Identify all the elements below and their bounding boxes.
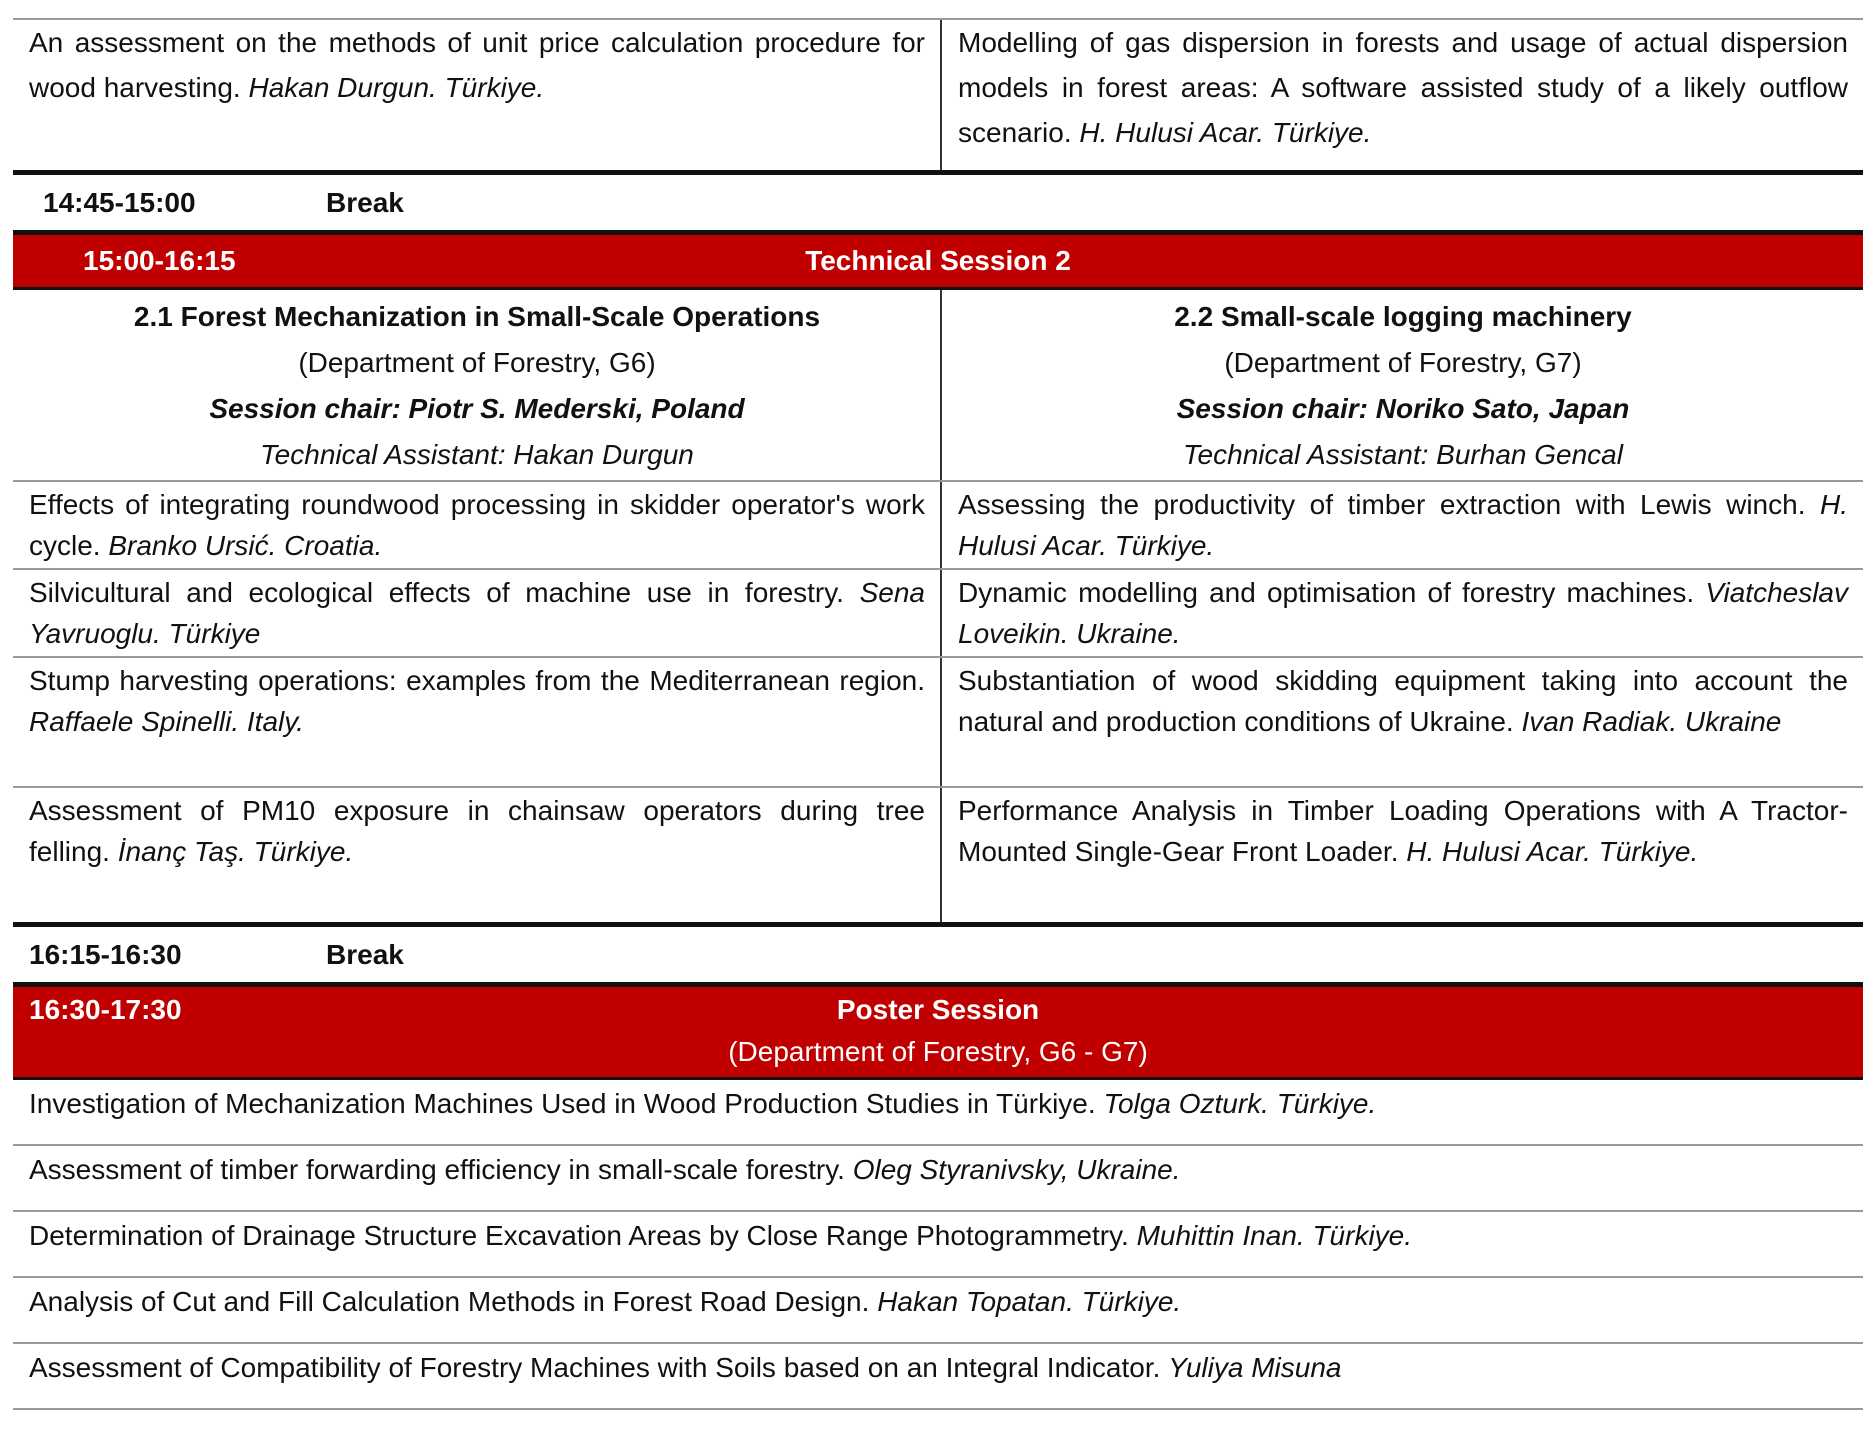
paper-row bbox=[13, 480, 1863, 568]
paper-cell-left bbox=[13, 788, 942, 922]
paper-title: Stump harvesting operations: examples from the Mediterranean region. bbox=[29, 665, 925, 696]
paper-title: Performance Analysis in Timber Loading Operations with A Tractor-Mounted Single-Gear Front Loader. bbox=[958, 795, 1848, 867]
paper-entry bbox=[958, 572, 1848, 654]
break-time: 14:45-15:00 bbox=[43, 186, 196, 218]
poster-entry bbox=[29, 1346, 1847, 1390]
track-assistant: Technical Assistant: Burhan Gencal bbox=[1183, 439, 1623, 470]
paper-entry bbox=[958, 484, 1848, 566]
paper-entry bbox=[958, 20, 1848, 155]
track-chair: Session chair: Piotr S. Mederski, Poland bbox=[209, 393, 745, 424]
track-venue: (Department of Forestry, G6) bbox=[298, 347, 656, 378]
track-left bbox=[13, 290, 942, 480]
break-row-2 bbox=[13, 927, 1863, 982]
poster-title: Assessment of timber forwarding efficiency in small-scale forestry. bbox=[29, 1154, 845, 1185]
paper-author: Viatcheslav Loveikin. Ukraine. bbox=[958, 577, 1849, 649]
poster-entry bbox=[29, 1148, 1847, 1192]
paper-title: An assessment on the methods of unit price calculation procedure for wood harvesting. bbox=[29, 27, 925, 103]
paper-title: Silvicultural and ecological effects of machine use in forestry. bbox=[29, 577, 844, 608]
paper-title: Substantiation of wood skidding equipment taking into account the natural and production conditions of Ukraine. bbox=[958, 665, 1848, 737]
track-assistant: Technical Assistant: Hakan Durgun bbox=[260, 439, 694, 470]
paper-title: Effects of integrating roundwood processing in skidder operator's work cycle. bbox=[29, 489, 925, 561]
paper-cell-left bbox=[13, 658, 942, 786]
session-title: Poster Session bbox=[836, 994, 1040, 1025]
paper-cell-left bbox=[13, 570, 942, 656]
poster-session-header bbox=[13, 982, 1863, 1080]
session2-tracks bbox=[13, 290, 1863, 480]
paper-entry bbox=[29, 790, 925, 872]
track-title: 2.2 Small-scale logging machinery bbox=[1174, 301, 1632, 332]
paper-author: H. Hulusi Acar. Türkiye. bbox=[1079, 117, 1372, 148]
session-time: 15:00-16:15 bbox=[83, 245, 236, 276]
session-time: 16:30-17:30 bbox=[29, 994, 182, 1025]
paper-cell-right bbox=[942, 20, 1863, 170]
paper-row bbox=[13, 568, 1863, 656]
paper-entry bbox=[29, 572, 925, 654]
session-venue: (Department of Forestry, G6 - G7) bbox=[728, 1036, 1148, 1067]
paper-entry bbox=[958, 790, 1848, 872]
paper-cell-left bbox=[13, 482, 942, 568]
poster-item bbox=[13, 1080, 1863, 1146]
paper-author: Branko Ursić. Croatia. bbox=[108, 530, 383, 561]
break-time: 16:15-16:30 bbox=[29, 938, 182, 970]
session2-header bbox=[13, 230, 1863, 290]
paper-row bbox=[13, 656, 1863, 786]
track-right bbox=[942, 290, 1863, 480]
poster-author: Oleg Styranivsky, Ukraine. bbox=[852, 1154, 1181, 1185]
paper-entry bbox=[29, 484, 925, 566]
poster-author: Yuliya Misuna bbox=[1168, 1352, 1342, 1383]
poster-author: Hakan Topatan. Türkiye. bbox=[877, 1286, 1182, 1317]
paper-row bbox=[13, 786, 1863, 927]
break-label: Break bbox=[326, 186, 404, 218]
paper-cell-right bbox=[942, 658, 1863, 786]
poster-entry bbox=[29, 1214, 1847, 1258]
paper-title: Dynamic modelling and optimisation of forestry machines. bbox=[958, 577, 1695, 608]
break-label: Break bbox=[326, 938, 404, 970]
session1-last-row bbox=[13, 18, 1863, 175]
track-title: 2.1 Forest Mechanization in Small-Scale Operations bbox=[133, 301, 821, 332]
programme-table bbox=[13, 18, 1863, 1410]
paper-author: Raffaele Spinelli. Italy. bbox=[29, 706, 304, 737]
poster-entry bbox=[29, 1082, 1847, 1126]
poster-item bbox=[13, 1212, 1863, 1278]
paper-author: Ivan Radiak. Ukraine bbox=[1521, 706, 1782, 737]
poster-item bbox=[13, 1146, 1863, 1212]
paper-title: Assessing the productivity of timber extraction with Lewis winch. bbox=[958, 489, 1806, 520]
paper-title: Modelling of gas dispersion in forests and usage of actual dispersion models in forest areas: A software assisted study of a likely outflow scenario. bbox=[958, 27, 1848, 148]
poster-item bbox=[13, 1344, 1863, 1410]
paper-author: H. Hulusi Acar. Türkiye. bbox=[958, 489, 1849, 561]
poster-title: Investigation of Mechanization Machines Used in Wood Production Studies in Türkiye. bbox=[29, 1088, 1096, 1119]
poster-author: Muhittin Inan. Türkiye. bbox=[1136, 1220, 1413, 1251]
poster-title: Assessment of Compatibility of Forestry Machines with Soils based on an Integral Indicator. bbox=[29, 1352, 1161, 1383]
paper-author: İnanç Taş. Türkiye. bbox=[117, 836, 354, 867]
paper-author: Hakan Durgun. Türkiye. bbox=[248, 72, 545, 103]
paper-entry bbox=[958, 660, 1848, 742]
poster-item bbox=[13, 1278, 1863, 1344]
poster-title: Analysis of Cut and Fill Calculation Methods in Forest Road Design. bbox=[29, 1286, 870, 1317]
paper-cell-left bbox=[13, 20, 942, 170]
paper-cell-right bbox=[942, 482, 1863, 568]
track-venue: (Department of Forestry, G7) bbox=[1224, 347, 1582, 378]
paper-entry bbox=[29, 660, 925, 742]
paper-author: H. Hulusi Acar. Türkiye. bbox=[1406, 836, 1699, 867]
paper-cell-right bbox=[942, 788, 1863, 922]
poster-entry bbox=[29, 1280, 1847, 1324]
paper-title: Assessment of PM10 exposure in chainsaw operators during tree felling. bbox=[29, 795, 925, 867]
poster-title: Determination of Drainage Structure Excavation Areas by Close Range Photogrammetry. bbox=[29, 1220, 1129, 1251]
track-chair: Session chair: Noriko Sato, Japan bbox=[1176, 393, 1630, 424]
paper-cell-right bbox=[942, 570, 1863, 656]
paper-author: Sena Yavruoglu. Türkiye bbox=[29, 577, 925, 649]
session-title: Technical Session 2 bbox=[805, 245, 1071, 276]
poster-author: Tolga Ozturk. Türkiye. bbox=[1103, 1088, 1377, 1119]
break-row-1 bbox=[13, 175, 1863, 230]
paper-entry bbox=[29, 20, 925, 110]
